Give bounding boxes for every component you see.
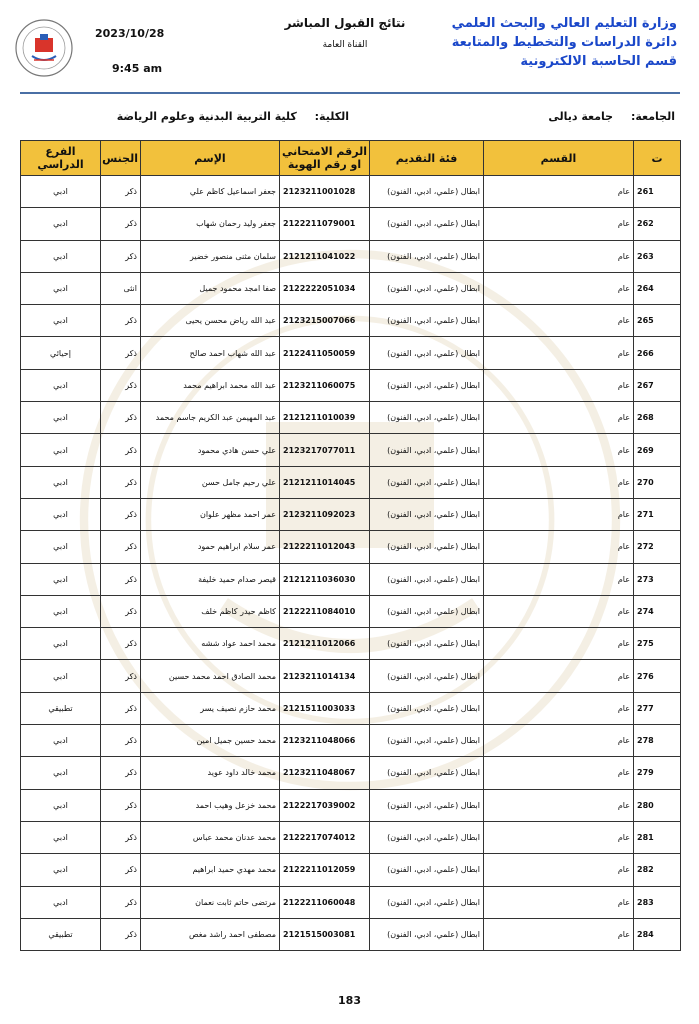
cell-dept: عام [484,434,634,466]
ministry-name: وزارة التعليم العالي والبحث العلمي [451,16,677,31]
cell-sex: ذكر [101,821,141,853]
cell-name: محمد احمد عواد ششه [141,628,280,660]
cell-branch: ادبي [21,434,101,466]
cell-name: عبد الله محمد ابراهيم محمد [141,369,280,401]
cell-category: ابطال (علمي، ادبي، الفنون) [370,692,484,724]
cell-category: ابطال (علمي، ادبي، الفنون) [370,240,484,272]
cell-seq: 277 [634,692,681,724]
cell-dept: عام [484,692,634,724]
cell-dept: عام [484,402,634,434]
cell-category: ابطال (علمي، ادبي، الفنون) [370,176,484,208]
cell-exam-id: 2121211014045 [280,466,370,498]
cell-sex: ذكر [101,628,141,660]
cell-branch: ادبي [21,628,101,660]
cell-branch: ادبي [21,531,101,563]
cell-dept: عام [484,789,634,821]
cell-sex: ذكر [101,757,141,789]
cell-branch: تطبيقي [21,692,101,724]
cell-sex: ذكر [101,402,141,434]
cell-dept: عام [484,660,634,692]
cell-dept: عام [484,272,634,304]
table-row [21,434,681,466]
cell-sex: ذكر [101,337,141,369]
cell-dept: عام [484,563,634,595]
cell-category: ابطال (علمي، ادبي، الفنون) [370,757,484,789]
cell-dept: عام [484,208,634,240]
cell-sex: ذكر [101,305,141,337]
column-header-category: فئة التقديم [370,141,484,176]
cell-exam-id: 2123211048066 [280,725,370,757]
cell-category: ابطال (علمي، ادبي، الفنون) [370,854,484,886]
cell-branch: ادبي [21,595,101,627]
cell-sex: ذكر [101,434,141,466]
cell-branch: ادبي [21,563,101,595]
cell-dept: عام [484,918,634,950]
cell-category: ابطال (علمي، ادبي، الفنون) [370,918,484,950]
cell-dept: عام [484,466,634,498]
cell-exam-id: 2121211012066 [280,628,370,660]
cell-sex: ذكر [101,692,141,724]
cell-seq: 263 [634,240,681,272]
cell-category: ابطال (علمي، ادبي، الفنون) [370,305,484,337]
cell-exam-id: 2122217074012 [280,821,370,853]
cell-seq: 278 [634,725,681,757]
ministry-block [452,14,677,71]
university-field [548,110,675,123]
table-row [21,337,681,369]
cell-name: محمد عدنان محمد عباس [141,821,280,853]
cell-exam-id: 2122222051034 [280,272,370,304]
cell-category: ابطال (علمي، ادبي، الفنون) [370,628,484,660]
cell-category: ابطال (علمي، ادبي، الفنون) [370,595,484,627]
cell-branch: ادبي [21,466,101,498]
cell-exam-id: 2123211014134 [280,660,370,692]
cell-exam-id: 2121511003033 [280,692,370,724]
cell-dept: عام [484,240,634,272]
cell-seq: 262 [634,208,681,240]
cell-branch: ادبي [21,240,101,272]
cell-dept: عام [484,369,634,401]
cell-branch: تطبيقي [21,918,101,950]
table-header-row [21,141,681,176]
table-row [21,757,681,789]
cell-exam-id: 2122211060048 [280,886,370,918]
cell-seq: 266 [634,337,681,369]
table-row [21,854,681,886]
cell-seq: 280 [634,789,681,821]
cell-seq: 281 [634,821,681,853]
cell-name: عبد الله شهاب احمد صالح [141,337,280,369]
cell-seq: 279 [634,757,681,789]
cell-name: عبد الله رياض محسن يحيى [141,305,280,337]
header-divider [20,92,680,94]
cell-branch: ادبي [21,725,101,757]
department-name: قسم الحاسبة الالكترونية [520,54,677,69]
cell-name: محمد مهدي حميد ابراهيم [141,854,280,886]
table-row [21,498,681,530]
table-row [21,692,681,724]
cell-seq: 275 [634,628,681,660]
cell-exam-id: 2122211012043 [280,531,370,563]
cell-name: عمر سلام ابراهيم حمود [141,531,280,563]
cell-dept: عام [484,725,634,757]
admission-table [20,140,681,951]
cell-seq: 271 [634,498,681,530]
cell-dept: عام [484,176,634,208]
cell-name: جعفر وليد رحمان شهاب [141,208,280,240]
cell-exam-id: 2123217077011 [280,434,370,466]
column-header-sex: الجنس [101,141,141,176]
cell-sex: ذكر [101,369,141,401]
table-row [21,595,681,627]
cell-branch: ادبي [21,305,101,337]
cell-name: مصطفى احمد راشد مغص [141,918,280,950]
cell-dept: عام [484,886,634,918]
cell-dept: عام [484,595,634,627]
cell-branch: ادبي [21,369,101,401]
cell-dept: عام [484,821,634,853]
cell-branch: ادبي [21,789,101,821]
cell-seq: 269 [634,434,681,466]
cell-seq: 264 [634,272,681,304]
cell-name: محمد خزعل وهيب احمد [141,789,280,821]
cell-exam-id: 2123211060075 [280,369,370,401]
cell-sex: ذكر [101,886,141,918]
table-row [21,531,681,563]
cell-name: كاظم حيدر كاظم خلف [141,595,280,627]
title-block [270,16,420,50]
cell-seq: 270 [634,466,681,498]
university-value: جامعة ديالى [548,110,614,123]
cell-category: ابطال (علمي، ادبي، الفنون) [370,563,484,595]
cell-dept: عام [484,337,634,369]
cell-sex: ذكر [101,176,141,208]
table-row [21,789,681,821]
table-row [21,563,681,595]
cell-exam-id: 2121211036030 [280,563,370,595]
cell-seq: 276 [634,660,681,692]
column-header-branch: الفرع الدراسي [21,141,101,176]
cell-exam-id: 2122211079001 [280,208,370,240]
column-header-seq: ت [634,141,681,176]
print-time: 9:45 am [112,62,163,75]
cell-branch: إحيائي [21,337,101,369]
cell-sex: ذكر [101,854,141,886]
column-header-name: الإسم [141,141,280,176]
cell-seq: 274 [634,595,681,627]
cell-name: محمد حازم نصيف يسر [141,692,280,724]
table-row [21,725,681,757]
college-label: الكلية: [314,110,349,123]
cell-exam-id: 2123211092023 [280,498,370,530]
cell-seq: 273 [634,563,681,595]
cell-category: ابطال (علمي، ادبي، الفنون) [370,208,484,240]
table-row [21,369,681,401]
cell-dept: عام [484,854,634,886]
cell-branch: ادبي [21,821,101,853]
page-number: 183 [338,994,361,1007]
cell-exam-id: 2122211012059 [280,854,370,886]
cell-category: ابطال (علمي، ادبي، الفنون) [370,789,484,821]
table-row [21,918,681,950]
cell-category: ابطال (علمي، ادبي، الفنون) [370,660,484,692]
table-row [21,305,681,337]
document-title: نتائج القبول المباشر [284,16,406,30]
cell-sex: ذكر [101,240,141,272]
cell-exam-id: 2121211010039 [280,402,370,434]
cell-name: سلمان مثنى منصور خضير [141,240,280,272]
table-row [21,240,681,272]
cell-name: عمر احمد مظهر علوان [141,498,280,530]
cell-sex: ذكر [101,660,141,692]
cell-name: علي رحيم جامل حسن [141,466,280,498]
cell-sex: ذكر [101,918,141,950]
cell-seq: 268 [634,402,681,434]
cell-branch: ادبي [21,176,101,208]
cell-sex: ذكر [101,595,141,627]
cell-name: مرتضى حاتم ثابت نعمان [141,886,280,918]
cell-branch: ادبي [21,402,101,434]
cell-seq: 272 [634,531,681,563]
cell-category: ابطال (علمي، ادبي، الفنون) [370,886,484,918]
cell-sex: ذكر [101,498,141,530]
cell-branch: ادبي [21,272,101,304]
table-row [21,176,681,208]
ministry-seal-icon [14,18,74,78]
cell-dept: عام [484,531,634,563]
cell-name: محمد حسين جميل امين [141,725,280,757]
cell-seq: 265 [634,305,681,337]
cell-name: عبد المهيمن عبد الكريم جاسم محمد [141,402,280,434]
cell-sex: ذكر [101,789,141,821]
table-row [21,272,681,304]
cell-exam-id: 2122411050059 [280,337,370,369]
cell-branch: ادبي [21,498,101,530]
cell-sex: ذكر [101,725,141,757]
cell-name: محمد خالد داود عويد [141,757,280,789]
table-row [21,628,681,660]
cell-exam-id: 2123215007066 [280,305,370,337]
directorate-name: دائرة الدراسات والتخطيط والمتابعة [451,35,677,50]
cell-name: محمد الصادق احمد محمد حسين [141,660,280,692]
cell-dept: عام [484,757,634,789]
cell-seq: 284 [634,918,681,950]
cell-branch: ادبي [21,886,101,918]
table-row [21,208,681,240]
cell-branch: ادبي [21,854,101,886]
cell-exam-id: 2122211084010 [280,595,370,627]
cell-branch: ادبي [21,660,101,692]
document-subtitle: القناة العامة [322,40,368,50]
cell-branch: ادبي [21,208,101,240]
print-date: 2023/10/28 [95,27,165,40]
cell-sex: ذكر [101,208,141,240]
cell-category: ابطال (علمي، ادبي، الفنون) [370,369,484,401]
cell-category: ابطال (علمي، ادبي، الفنون) [370,725,484,757]
table-row [21,466,681,498]
cell-sex: انثى [101,272,141,304]
document-header [0,0,699,95]
table-row [21,886,681,918]
cell-category: ابطال (علمي، ادبي، الفنون) [370,466,484,498]
column-header-dept: القسم [484,141,634,176]
cell-branch: ادبي [21,757,101,789]
cell-category: ابطال (علمي، ادبي، الفنون) [370,434,484,466]
column-header-exam-id: الرقم الامتحاني او رقم الهوية [280,141,370,176]
cell-exam-id: 2121211041022 [280,240,370,272]
cell-category: ابطال (علمي، ادبي، الفنون) [370,272,484,304]
cell-sex: ذكر [101,466,141,498]
cell-name: صفا امجد محمود جميل [141,272,280,304]
cell-exam-id: 2123211001028 [280,176,370,208]
college-field [117,110,349,123]
cell-seq: 283 [634,886,681,918]
cell-category: ابطال (علمي، ادبي، الفنون) [370,821,484,853]
cell-dept: عام [484,498,634,530]
cell-seq: 267 [634,369,681,401]
cell-category: ابطال (علمي، ادبي، الفنون) [370,498,484,530]
cell-category: ابطال (علمي، ادبي، الفنون) [370,337,484,369]
table-row [21,660,681,692]
cell-sex: ذكر [101,531,141,563]
cell-dept: عام [484,628,634,660]
cell-seq: 282 [634,854,681,886]
cell-seq: 261 [634,176,681,208]
table-row [21,402,681,434]
university-label: الجامعة: [630,110,675,123]
cell-category: ابطال (علمي، ادبي، الفنون) [370,531,484,563]
cell-name: جعفر اسماعيل كاظم علي [141,176,280,208]
cell-exam-id: 2121515003081 [280,918,370,950]
table-row [21,821,681,853]
cell-exam-id: 2122217039002 [280,789,370,821]
cell-dept: عام [484,305,634,337]
cell-name: قيصر صدام حميد خليفة [141,563,280,595]
college-value: كلية التربية البدنية وعلوم الرياضة [116,110,297,123]
cell-exam-id: 2123211048067 [280,757,370,789]
cell-name: علي حسن هادي محمود [141,434,280,466]
cell-sex: ذكر [101,563,141,595]
cell-category: ابطال (علمي، ادبي، الفنون) [370,402,484,434]
